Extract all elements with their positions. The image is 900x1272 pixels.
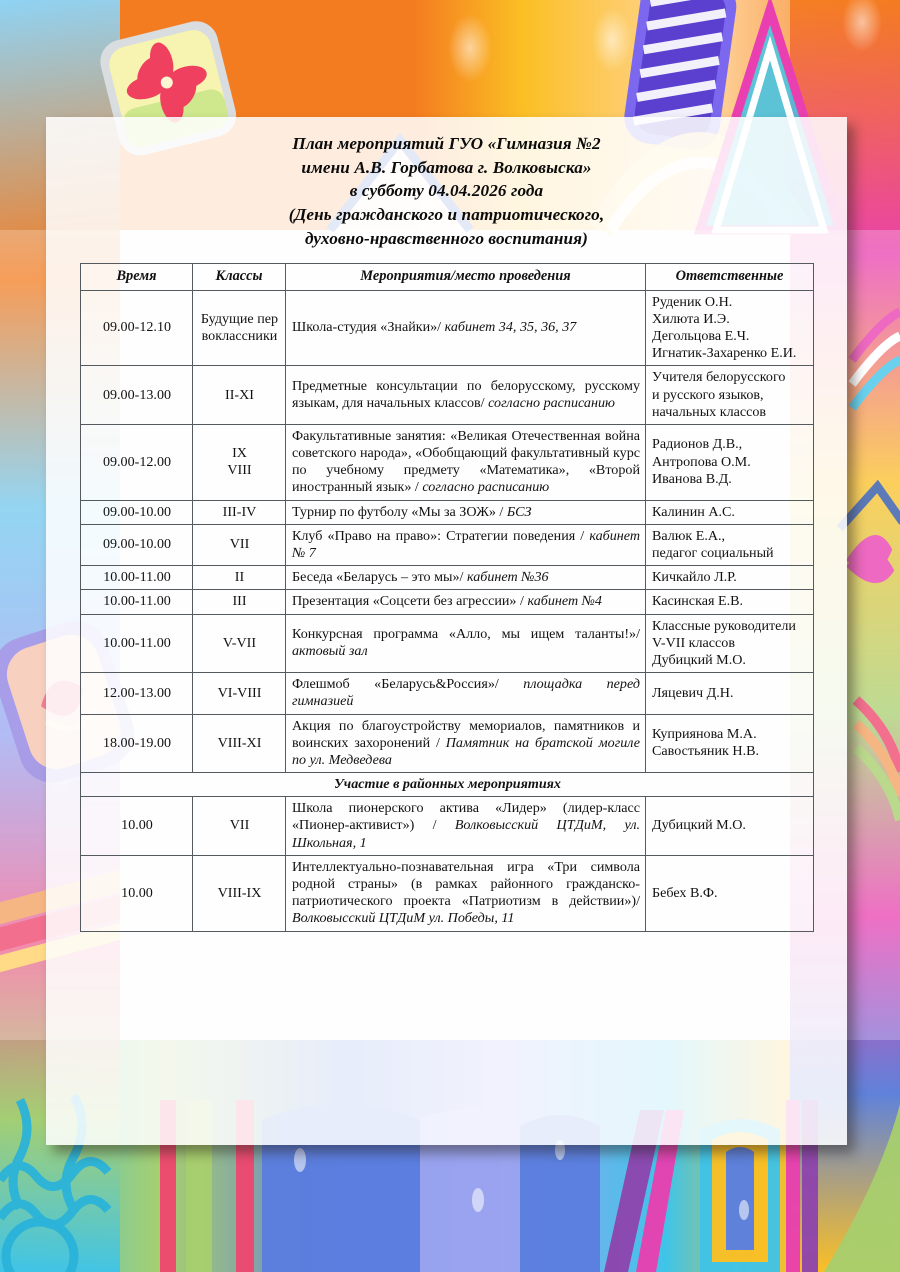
document-sheet xyxy=(46,117,847,1145)
cell-responsible xyxy=(646,590,814,614)
responsible-line: Куприянова М.А. xyxy=(652,726,757,743)
event-name: Клуб «Право на право»: Стратегии поведения / xyxy=(292,527,590,544)
cell-classes: III-IV xyxy=(193,500,286,524)
cell-classes: III xyxy=(193,590,286,614)
cell-classes-line: IX xyxy=(232,445,247,462)
cell-event xyxy=(286,614,646,673)
responsible-line: Калинин А.С. xyxy=(652,503,735,520)
event-name: Флешмоб «Беларусь&Россия»/ xyxy=(292,676,524,693)
cell-responsible xyxy=(646,673,814,714)
cell-responsible xyxy=(646,714,814,773)
cell-event xyxy=(286,590,646,614)
table-row xyxy=(81,673,814,714)
responsible-line: Ляцевич Д.Н. xyxy=(652,684,734,701)
cell-time: 18.00-19.00 xyxy=(81,714,193,773)
events-plan-table xyxy=(80,263,814,932)
cell-event xyxy=(286,290,646,366)
cell-responsible xyxy=(646,797,814,856)
table-header-row xyxy=(81,264,814,291)
cell-time: 09.00-10.00 xyxy=(81,500,193,524)
table-row xyxy=(81,590,814,614)
responsible-line: Игнатик-Захаренко Е.И. xyxy=(652,345,797,362)
table-row xyxy=(81,424,814,500)
cell-time: 09.00-10.00 xyxy=(81,524,193,565)
table-section-header-row xyxy=(81,773,814,797)
responsible-line: Дегольцова Е.Ч. xyxy=(652,327,750,344)
table-row xyxy=(81,500,814,524)
cell-event xyxy=(286,524,646,565)
event-name: Турнир по футболу «Мы за ЗОЖ» / xyxy=(292,503,507,520)
cell-classes: II-XI xyxy=(193,366,286,425)
responsible-line: начальных классов xyxy=(652,403,767,420)
table-row xyxy=(81,797,814,856)
cell-classes-line: VIII xyxy=(227,462,252,479)
event-venue: площадка перед гимназией xyxy=(292,676,640,710)
cell-classes: VII xyxy=(193,797,286,856)
event-name: Презентация «Соцсети без агрессии» / xyxy=(292,593,528,610)
table-row xyxy=(81,366,814,425)
cell-classes: Будущие первоклассники xyxy=(193,290,286,366)
cell-time: 10.00-11.00 xyxy=(81,614,193,673)
event-name: Факультативные занятия: «Великая Отечественная война советского народа», «Обобщающий факультативный курс по учебному предмету «Математика», «Второй иностранный язык» / xyxy=(292,427,640,496)
title-line-1: План мероприятий ГУО «Гимназия №2 xyxy=(292,134,601,153)
column-header-event: Мероприятия/место проведения xyxy=(286,264,646,291)
title-line-3: в субботу 04.04.2026 года xyxy=(349,181,544,201)
cell-time: 10.00-11.00 xyxy=(81,590,193,614)
column-header-time: Время xyxy=(81,264,193,291)
event-venue: актовый зал xyxy=(292,643,368,660)
event-venue: согласно расписанию xyxy=(422,479,550,496)
column-header-responsible: Ответственные xyxy=(646,264,814,291)
cell-time: 09.00-12.10 xyxy=(81,290,193,366)
cell-responsible xyxy=(646,366,814,425)
cell-event xyxy=(286,424,646,500)
cell-responsible xyxy=(646,500,814,524)
event-venue: кабинет №36 xyxy=(466,569,549,586)
event-name: Школа пионерского актива «Лидер» (лидер-класс «Пионер-активист») / xyxy=(292,800,640,834)
cell-classes: VI-VIII xyxy=(193,673,286,714)
responsible-line: педагог социальный xyxy=(652,545,774,561)
cell-event xyxy=(286,673,646,714)
event-venue: Волковысский ЦТДиМ, ул. Школьная, 1 xyxy=(292,817,640,851)
cell-classes: II xyxy=(193,566,286,590)
table-row xyxy=(81,524,814,565)
cell-event xyxy=(286,566,646,590)
event-name: Беседа «Беларусь – это мы»/ xyxy=(292,569,467,586)
responsible-line: Антропова О.М. xyxy=(652,453,751,470)
title-line-5: духовно-нравственного воспитания) xyxy=(305,228,588,248)
cell-responsible xyxy=(646,424,814,500)
responsible-line: и русского языков, xyxy=(652,386,764,403)
event-venue: кабинет 34, 35, 36, 37 xyxy=(444,319,577,336)
column-header-classes: Классы xyxy=(193,264,286,291)
table-row xyxy=(81,290,814,366)
cell-time: 10.00 xyxy=(81,855,193,931)
table-row xyxy=(81,855,814,931)
cell-time: 10.00-11.00 xyxy=(81,566,193,590)
responsible-line: Иванова В.Д. xyxy=(652,470,732,487)
cell-responsible xyxy=(646,524,814,565)
responsible-line: Кичкайло Л.Р. xyxy=(652,569,737,586)
event-venue: Волковысский ЦТДиМ ул. Победы, 11 xyxy=(292,910,515,927)
page-title xyxy=(46,117,847,251)
event-venue: кабинет № 7 xyxy=(292,527,640,561)
cell-responsible xyxy=(646,290,814,366)
responsible-line: Бебех В.Ф. xyxy=(652,884,718,901)
responsible-line: Дубицкий М.О. xyxy=(652,651,746,668)
cell-responsible xyxy=(646,855,814,931)
responsible-line: Учителя белорусского xyxy=(652,369,786,386)
cell-classes: VIII-IX xyxy=(193,855,286,931)
section-label: Участие в районных мероприятиях xyxy=(81,773,814,797)
event-venue: согласно расписанию xyxy=(488,395,615,412)
table-row xyxy=(81,614,814,673)
event-name: Конкурсная программа «Алло, мы ищем таланты!»/ xyxy=(292,626,640,643)
responsible-line: Радионов Д.В., xyxy=(652,436,743,453)
cell-classes xyxy=(193,424,286,500)
cell-event xyxy=(286,366,646,425)
cell-event xyxy=(286,714,646,773)
responsible-line: Дубицкий М.О. xyxy=(652,817,746,834)
event-name: Школа-студия «Знайки»/ xyxy=(292,319,445,336)
responsible-line: Классные руководители xyxy=(652,617,796,634)
event-venue: кабинет №4 xyxy=(527,593,602,610)
cell-classes: VIII-XI xyxy=(193,714,286,773)
table-row xyxy=(81,566,814,590)
responsible-line: Хилюта И.Э. xyxy=(652,310,730,327)
cell-classes: VII xyxy=(193,524,286,565)
responsible-line: Валюк Е.А., xyxy=(652,527,726,544)
responsible-line: V-VII классов xyxy=(652,634,736,651)
responsible-line: Руденик О.Н. xyxy=(652,293,733,310)
title-line-4: (День гражданского и патриотического, xyxy=(288,205,605,225)
cell-responsible xyxy=(646,566,814,590)
event-name: Интеллектуально-познавательная игра «Три символа родной страны» (в рамках районного гражданско-патриотического проекта «Патриотизм в действии»)/ xyxy=(292,858,640,910)
responsible-line: Савостьяник Н.В. xyxy=(652,743,760,760)
cell-time: 09.00-13.00 xyxy=(81,366,193,425)
cell-event xyxy=(286,500,646,524)
title-line-2: имени А.В. Горбатова г. Волковыска» xyxy=(301,157,592,177)
cell-responsible xyxy=(646,614,814,673)
event-name: Предметные консультации по белорусскому, русскому языкам, для начальных классов/ xyxy=(292,377,640,412)
table-row xyxy=(81,714,814,773)
cell-time: 10.00 xyxy=(81,797,193,856)
event-venue: БСЗ xyxy=(506,503,532,520)
responsible-line: Касинская Е.В. xyxy=(652,593,744,610)
cell-event xyxy=(286,797,646,856)
cell-time: 09.00-12.00 xyxy=(81,424,193,500)
cell-classes: V-VII xyxy=(193,614,286,673)
cell-time: 12.00-13.00 xyxy=(81,673,193,714)
event-name: Акция по благоустройству мемориалов, памятников и воинских захоронений / xyxy=(292,717,640,751)
cell-event xyxy=(286,855,646,931)
event-venue: Памятник на братской могиле по ул. Медведева xyxy=(292,734,640,768)
